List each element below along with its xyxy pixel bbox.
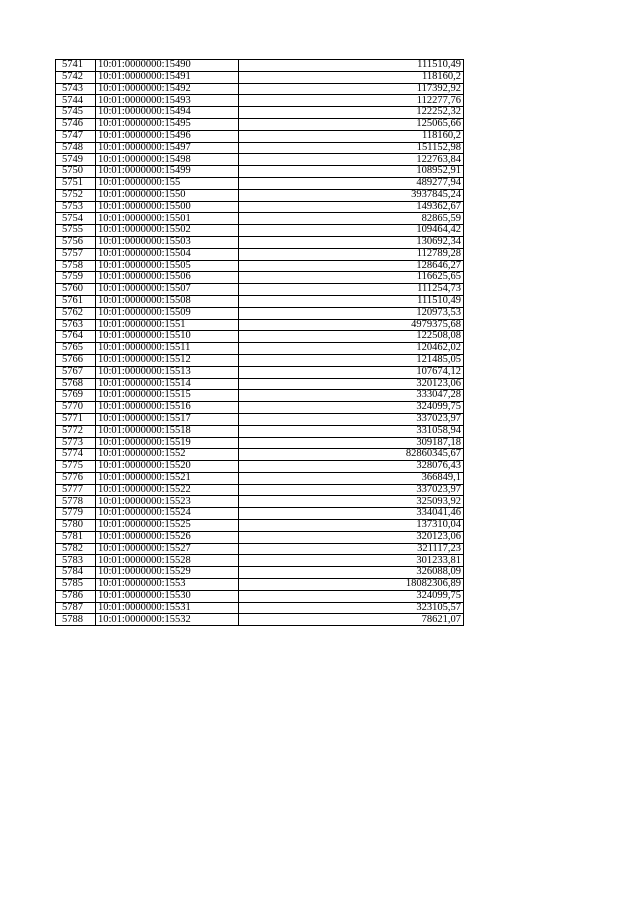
row-number-cell: 5784 [56,567,96,579]
table-row [56,472,464,484]
row-number-cell: 5769 [56,390,96,402]
cadastral-number-cell: 10:01:0000000:15502 [96,225,239,237]
row-number-cell: 5788 [56,614,96,626]
table-row [56,166,464,178]
table-row [56,378,464,390]
cadastral-number-cell: 10:01:0000000:15511 [96,343,239,355]
table-row [56,236,464,248]
row-number-cell: 5748 [56,142,96,154]
table-row [56,177,464,189]
cadastral-number-cell: 10:01:0000000:15503 [96,236,239,248]
value-cell: 118160,2 [239,130,464,142]
value-cell: 118160,2 [239,71,464,83]
value-cell: 125065,66 [239,118,464,130]
row-number-cell: 5777 [56,484,96,496]
value-cell: 137310,04 [239,520,464,532]
cadastral-number-cell: 10:01:0000000:15528 [96,555,239,567]
value-cell: 120462,02 [239,343,464,355]
table-row [56,248,464,260]
table-row [56,213,464,225]
value-cell: 111510,49 [239,295,464,307]
cadastral-number-cell: 10:01:0000000:15498 [96,154,239,166]
cadastral-number-cell: 10:01:0000000:15519 [96,437,239,449]
row-number-cell: 5778 [56,496,96,508]
table-row [56,461,464,473]
value-cell: 122763,84 [239,154,464,166]
row-number-cell: 5763 [56,319,96,331]
cadastral-number-cell: 10:01:0000000:15501 [96,213,239,225]
value-cell: 122508,08 [239,331,464,343]
cadastral-number-cell: 10:01:0000000:15508 [96,295,239,307]
value-cell: 325093,92 [239,496,464,508]
row-number-cell: 5750 [56,166,96,178]
table-row [56,531,464,543]
row-number-cell: 5775 [56,461,96,473]
value-cell: 301233,81 [239,555,464,567]
cadastral-number-cell: 10:01:0000000:15527 [96,543,239,555]
value-cell: 323105,57 [239,602,464,614]
table-row [56,579,464,591]
value-cell: 112277,76 [239,95,464,107]
cadastral-number-cell: 10:01:0000000:1551 [96,319,239,331]
row-number-cell: 5764 [56,331,96,343]
cadastral-number-cell: 10:01:0000000:15509 [96,307,239,319]
table-row [56,95,464,107]
row-number-cell: 5779 [56,508,96,520]
table-row [56,83,464,95]
value-cell: 121485,05 [239,354,464,366]
table-row [56,413,464,425]
cadastral-number-cell: 10:01:0000000:15531 [96,602,239,614]
row-number-cell: 5741 [56,60,96,72]
table-row [56,272,464,284]
cadastral-number-cell: 10:01:0000000:15514 [96,378,239,390]
value-cell: 130692,34 [239,236,464,248]
cadastral-number-cell: 10:01:0000000:15492 [96,83,239,95]
cadastral-number-cell: 10:01:0000000:1550 [96,189,239,201]
value-cell: 116625,65 [239,272,464,284]
table-row [56,567,464,579]
cadastral-number-cell: 10:01:0000000:15499 [96,166,239,178]
table-row [56,60,464,72]
value-cell: 111510,49 [239,60,464,72]
row-number-cell: 5783 [56,555,96,567]
table-row [56,390,464,402]
row-number-cell: 5776 [56,472,96,484]
value-cell: 4979375,68 [239,319,464,331]
row-number-cell: 5765 [56,343,96,355]
cadastral-number-cell: 10:01:0000000:15530 [96,590,239,602]
row-number-cell: 5751 [56,177,96,189]
table-row [56,225,464,237]
table-row [56,449,464,461]
value-cell: 111254,73 [239,284,464,296]
row-number-cell: 5771 [56,413,96,425]
table-row [56,295,464,307]
row-number-cell: 5781 [56,531,96,543]
row-number-cell: 5755 [56,225,96,237]
table-row [56,543,464,555]
value-cell: 128646,27 [239,260,464,272]
table-row [56,189,464,201]
cadastral-number-cell: 10:01:0000000:15526 [96,531,239,543]
table-row [56,260,464,272]
value-cell: 320123,06 [239,531,464,543]
value-cell: 328076,43 [239,461,464,473]
row-number-cell: 5773 [56,437,96,449]
table-row [56,71,464,83]
value-cell: 122252,32 [239,107,464,119]
table-row [56,154,464,166]
row-number-cell: 5745 [56,107,96,119]
value-cell: 3937845,24 [239,189,464,201]
table-row [56,590,464,602]
row-number-cell: 5758 [56,260,96,272]
table-row [56,307,464,319]
cadastral-number-cell: 10:01:0000000:15521 [96,472,239,484]
row-number-cell: 5782 [56,543,96,555]
table-row [56,402,464,414]
cadastral-number-cell: 10:01:0000000:15495 [96,118,239,130]
value-cell: 109464,42 [239,225,464,237]
value-cell: 366849,1 [239,472,464,484]
value-cell: 120973,53 [239,307,464,319]
row-number-cell: 5747 [56,130,96,142]
cadastral-number-cell: 10:01:0000000:15505 [96,260,239,272]
value-cell: 82860345,67 [239,449,464,461]
cadastral-number-cell: 10:01:0000000:15517 [96,413,239,425]
row-number-cell: 5744 [56,95,96,107]
table-row [56,130,464,142]
cadastral-number-cell: 10:01:0000000:15518 [96,425,239,437]
cadastral-number-cell: 10:01:0000000:15523 [96,496,239,508]
row-number-cell: 5743 [56,83,96,95]
table-row [56,602,464,614]
cadastral-number-cell: 10:01:0000000:15500 [96,201,239,213]
table-body [56,60,464,626]
value-cell: 324099,75 [239,590,464,602]
value-cell: 320123,06 [239,378,464,390]
value-cell: 333047,28 [239,390,464,402]
table-row [56,343,464,355]
row-number-cell: 5770 [56,402,96,414]
value-cell: 112789,28 [239,248,464,260]
row-number-cell: 5756 [56,236,96,248]
row-number-cell: 5742 [56,71,96,83]
table-row [56,614,464,626]
value-cell: 334041,46 [239,508,464,520]
row-number-cell: 5785 [56,579,96,591]
value-cell: 326088,09 [239,567,464,579]
cadastral-number-cell: 10:01:0000000:15494 [96,107,239,119]
row-number-cell: 5749 [56,154,96,166]
value-cell: 321117,23 [239,543,464,555]
row-number-cell: 5774 [56,449,96,461]
value-cell: 151152,98 [239,142,464,154]
cadastral-number-cell: 10:01:0000000:15507 [96,284,239,296]
cadastral-number-cell: 10:01:0000000:15497 [96,142,239,154]
value-cell: 108952,91 [239,166,464,178]
table-row [56,142,464,154]
cadastral-number-cell: 10:01:0000000:15512 [96,354,239,366]
row-number-cell: 5760 [56,284,96,296]
cadastral-number-cell: 10:01:0000000:15493 [96,95,239,107]
row-number-cell: 5753 [56,201,96,213]
table-row [56,284,464,296]
cadastral-number-cell: 10:01:0000000:1553 [96,579,239,591]
value-cell: 324099,75 [239,402,464,414]
cadastral-number-cell: 10:01:0000000:15525 [96,520,239,532]
value-cell: 78621,07 [239,614,464,626]
value-cell: 331058,94 [239,425,464,437]
cadastral-number-cell: 10:01:0000000:15529 [96,567,239,579]
value-cell: 337023,97 [239,484,464,496]
row-number-cell: 5787 [56,602,96,614]
row-number-cell: 5759 [56,272,96,284]
row-number-cell: 5768 [56,378,96,390]
cadastral-number-cell: 10:01:0000000:15522 [96,484,239,496]
row-number-cell: 5766 [56,354,96,366]
row-number-cell: 5757 [56,248,96,260]
value-cell: 18082306,89 [239,579,464,591]
table-row [56,484,464,496]
value-cell: 489277,94 [239,177,464,189]
cadastral-number-cell: 10:01:0000000:15516 [96,402,239,414]
table-row [56,201,464,213]
cadastral-number-cell: 10:01:0000000:15520 [96,461,239,473]
cadastral-number-cell: 10:01:0000000:15506 [96,272,239,284]
cadastral-number-cell: 10:01:0000000:15504 [96,248,239,260]
cadastral-number-cell: 10:01:0000000:15490 [96,60,239,72]
table-row [56,520,464,532]
table-row [56,331,464,343]
row-number-cell: 5767 [56,366,96,378]
table-row [56,107,464,119]
row-number-cell: 5780 [56,520,96,532]
row-number-cell: 5746 [56,118,96,130]
row-number-cell: 5762 [56,307,96,319]
cadastral-value-table [55,59,464,626]
table-row [56,425,464,437]
table-row [56,118,464,130]
cadastral-number-cell: 10:01:0000000:15491 [96,71,239,83]
row-number-cell: 5761 [56,295,96,307]
table-row [56,508,464,520]
value-cell: 337023,97 [239,413,464,425]
table-row [56,354,464,366]
row-number-cell: 5754 [56,213,96,225]
cadastral-number-cell: 10:01:0000000:15524 [96,508,239,520]
cadastral-number-cell: 10:01:0000000:15513 [96,366,239,378]
row-number-cell: 5752 [56,189,96,201]
value-cell: 117392,92 [239,83,464,95]
cadastral-number-cell: 10:01:0000000:15496 [96,130,239,142]
cadastral-number-cell: 10:01:0000000:155 [96,177,239,189]
table-row [56,366,464,378]
row-number-cell: 5772 [56,425,96,437]
cadastral-number-cell: 10:01:0000000:15510 [96,331,239,343]
value-cell: 107674,12 [239,366,464,378]
value-cell: 82865,59 [239,213,464,225]
cadastral-number-cell: 10:01:0000000:15532 [96,614,239,626]
table-row [56,496,464,508]
row-number-cell: 5786 [56,590,96,602]
cadastral-number-cell: 10:01:0000000:15515 [96,390,239,402]
cadastral-number-cell: 10:01:0000000:1552 [96,449,239,461]
table-row [56,555,464,567]
value-cell: 149362,67 [239,201,464,213]
table-row [56,437,464,449]
value-cell: 309187,18 [239,437,464,449]
table-row [56,319,464,331]
